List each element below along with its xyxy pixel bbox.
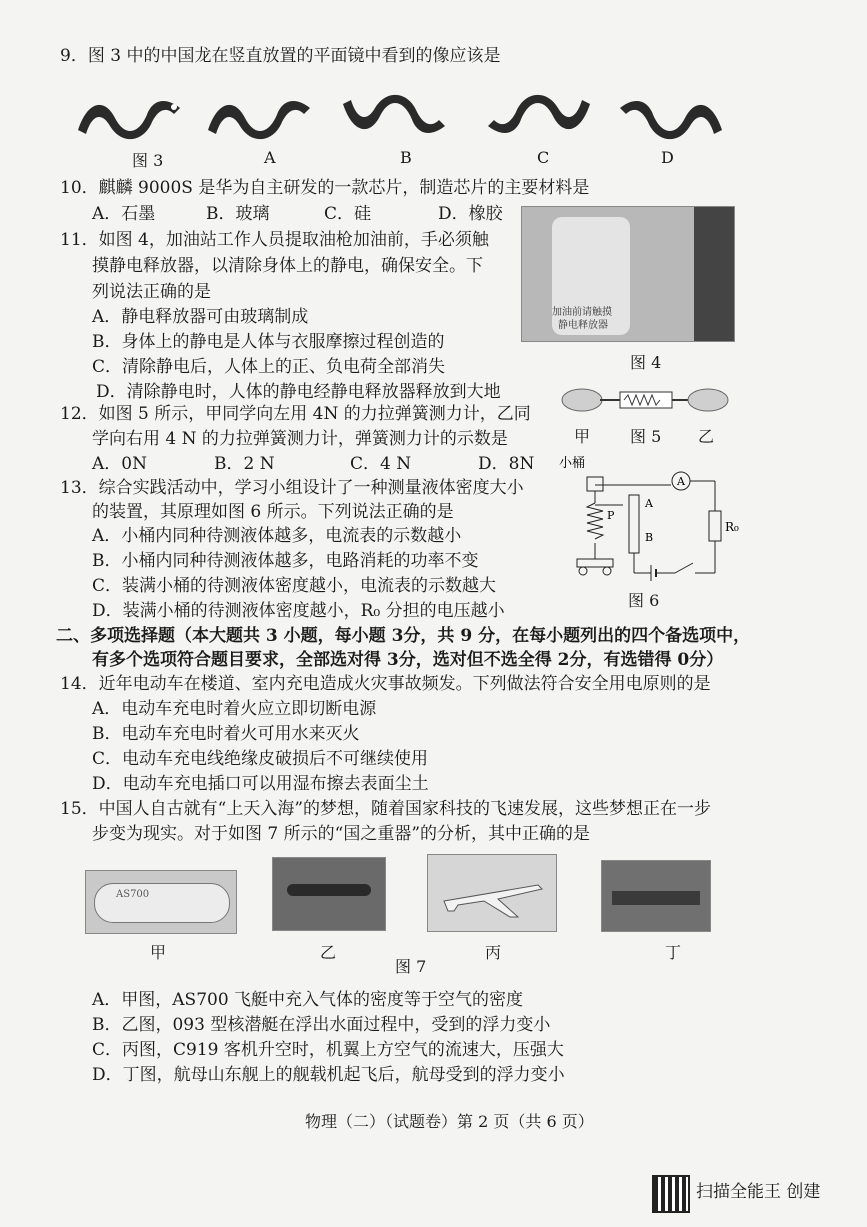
- q11-line-1: 11．如图 4，加油站工作人员提取油枪加油前，手必须触: [60, 230, 489, 250]
- q13-line-1: 13．综合实践活动中，学习小组设计了一种测量液体密度大小: [60, 478, 524, 498]
- q13-line-2: 的装置，其原理如图 6 所示。下列说法正确的是: [92, 502, 454, 522]
- dragon-option-a: [200, 90, 318, 148]
- q11-option-c: C．清除静电后，人体上的正、负电荷全部消失: [92, 357, 446, 377]
- qr-code-icon: [652, 1175, 690, 1213]
- q12-option-a: A．0N: [92, 454, 147, 474]
- q15-option-a: A．甲图，AS700 飞艇中充入气体的密度等于空气的密度: [92, 990, 524, 1010]
- photo-jia-airship: [85, 870, 237, 934]
- q15-option-b: B．乙图，093 型核潜艇在浮出水面过程中，受到的浮力变小: [92, 1015, 551, 1035]
- q9-label-b: B: [400, 148, 412, 167]
- dragon-option-b: [335, 86, 453, 144]
- page-footer: 物理（二）（试题卷）第 2 页（共 6 页）: [305, 1112, 594, 1131]
- figure-5-label-yi: 乙: [698, 427, 715, 446]
- q13-option-a: A．小桶内同种待测液体越多，电流表的示数越小: [92, 526, 462, 546]
- figure-5-label-jia: 甲: [574, 427, 591, 446]
- sign-text-2: 静电释放器: [558, 320, 608, 331]
- submarine-hull: [287, 884, 371, 896]
- q10-option-b: B．玻璃: [206, 204, 270, 224]
- airship-text: AS700: [116, 889, 150, 900]
- circuit-label-meter: A: [677, 475, 685, 488]
- photo-yi-submarine: [272, 857, 386, 931]
- q10-stem: 10．麒麟 9000S 是华为自主研发的一款芯片，制造芯片的主要材料是: [60, 178, 590, 198]
- figure-4-label: 图 4: [630, 353, 662, 372]
- q14-option-d: D．电动车充电插口可以用湿布擦去表面尘土: [92, 774, 429, 794]
- q9-label-d: D: [661, 148, 674, 167]
- q9-label-c: C: [537, 148, 550, 167]
- q10-option-a: A．石墨: [92, 204, 156, 224]
- watermark-text: 扫描全能王 创建: [696, 1182, 821, 1202]
- q14-option-b: B．电动车充电时着火可用水来灭火: [92, 724, 360, 744]
- circuit-label-r0: R₀: [725, 520, 739, 534]
- dragon-option-d: [612, 90, 730, 148]
- photo-label-ding: 丁: [665, 943, 682, 962]
- figure-6-label: 图 6: [628, 591, 660, 610]
- section-2-line-1: 二、多项选择题（本大题共 3 小题，每小题 3分，共 9 分，在每小题列出的四个备选项中，: [56, 626, 751, 646]
- q13-option-d: D．装满小桶的待测液体密度越小，R₀ 分担的电压越小: [92, 601, 505, 621]
- dispenser-panel: [694, 207, 734, 341]
- q11-line-2: 摸静电释放器，以清除身体上的静电，确保安全。下: [92, 256, 483, 276]
- q11-line-3: 列说法正确的是: [92, 282, 211, 302]
- photo-bing-airplane: [427, 854, 557, 932]
- q12-line-2: 学向右用 4 N 的力拉弹簧测力计，弹簧测力计的示数是: [92, 429, 508, 449]
- figure-7-label: 图 7: [395, 957, 427, 976]
- q12-option-d: D．8N: [478, 454, 535, 474]
- photo-label-yi: 乙: [320, 943, 337, 962]
- circuit-label-bucket: 小桶: [559, 456, 586, 471]
- q12-line-1: 12．如图 5 所示，甲同学向左用 4N 的力拉弹簧测力计，乙同: [60, 404, 531, 424]
- q13-option-c: C．装满小桶的待测液体密度越小，电流表的示数越大: [92, 576, 497, 596]
- q12-option-b: B．2 N: [214, 454, 275, 474]
- q15-line-2: 步变为现实。对于如图 7 所示的“国之重器”的分析，其中正确的是: [92, 824, 591, 844]
- circuit-label-p: P: [607, 509, 615, 522]
- section-2-line-2: 有多个选项符合题目要求，全部选对得 3分，选对但不选全得 2分，有选错得 0分）: [92, 650, 724, 670]
- airship-body: [94, 883, 230, 923]
- airplane-icon: [438, 865, 546, 921]
- q9-label-a: A: [264, 148, 276, 167]
- circuit-label-b: B: [645, 531, 654, 544]
- q15-option-d: D．丁图，航母山东舰上的舰载机起飞后，航母受到的浮力变小: [92, 1065, 565, 1085]
- q15-line-1: 15．中国人自古就有“上天入海”的梦想，随着国家科技的飞速发展，这些梦想正在一步: [60, 799, 712, 819]
- q11-option-a: A．静电释放器可由玻璃制成: [92, 307, 309, 327]
- dragon-figure-3: [70, 90, 188, 148]
- sign-text-1: 加油前请触摸: [552, 307, 612, 318]
- figure-5-spring-scale: [560, 380, 730, 420]
- carrier-deck: [612, 891, 700, 905]
- q14-option-a: A．电动车充电时着火应立即切断电源: [92, 699, 377, 719]
- photo-ding-carrier: [601, 860, 711, 932]
- q15-option-c: C．丙图，C919 客机升空时，机翼上方空气的流速大，压强大: [92, 1040, 564, 1060]
- q14-option-c: C．电动车充电线绝缘皮破损后不可继续使用: [92, 749, 429, 769]
- q10-option-c: C．硅: [324, 204, 372, 224]
- q9-label-fig3: 图 3: [132, 151, 164, 170]
- circuit-label-a: A: [645, 497, 653, 510]
- q11-option-b: B．身体上的静电是人体与衣服摩擦过程创造的: [92, 332, 445, 352]
- dragon-option-c: [480, 86, 598, 144]
- q9-stem: 9．图 3 中的中国龙在竖直放置的平面镜中看到的像应该是: [60, 46, 501, 66]
- photo-label-jia: 甲: [150, 943, 167, 962]
- figure-5-label: 图 5: [630, 427, 662, 446]
- q10-option-d: D．橡胶: [438, 204, 503, 224]
- q11-option-d: D．清除静电时，人体的静电经静电释放器释放到大地: [96, 382, 501, 402]
- q14-stem: 14．近年电动车在楼道、室内充电造成火灾事故频发。下列做法符合安全用电原则的是: [60, 674, 711, 694]
- figure-6-circuit: [555, 455, 739, 585]
- photo-label-bing: 丙: [485, 943, 502, 962]
- figure-4-photo: [521, 206, 735, 342]
- q12-option-c: C．4 N: [350, 454, 412, 474]
- q13-option-b: B．小桶内同种待测液体越多，电路消耗的功率不变: [92, 551, 479, 571]
